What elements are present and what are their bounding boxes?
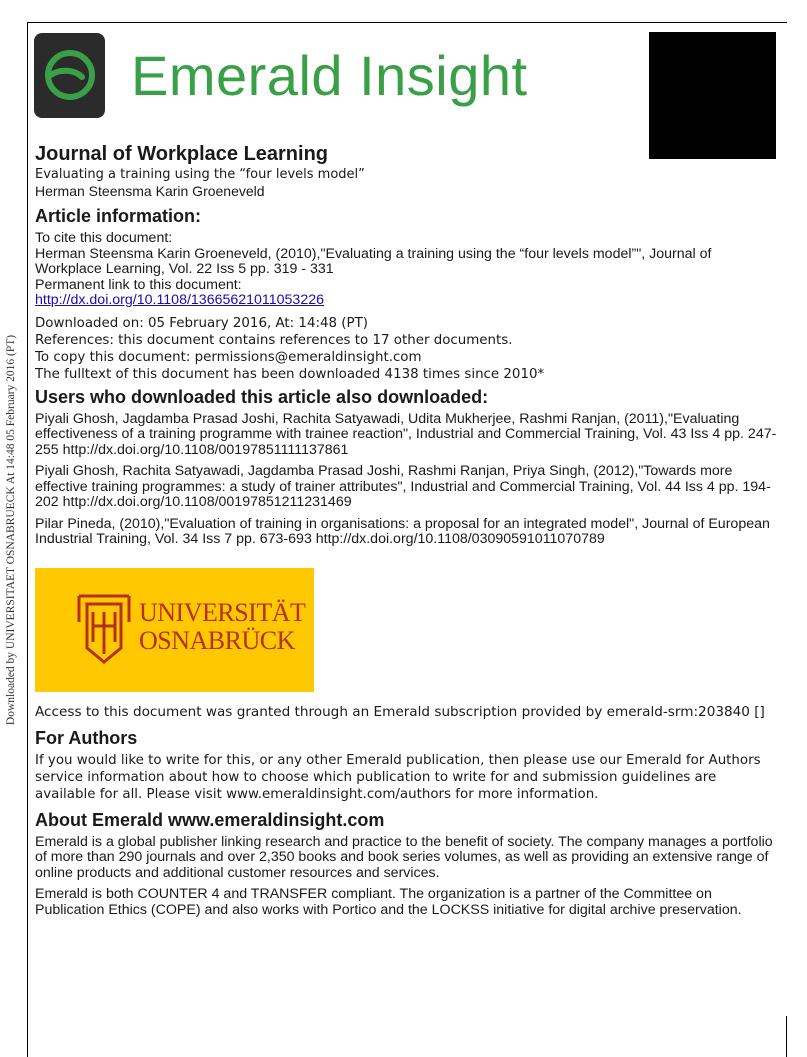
for-authors-heading: For Authors <box>35 727 138 748</box>
also-downloaded-heading: Users who downloaded this article also downloaded: <box>35 386 489 407</box>
frame-right-rule <box>786 1016 787 1057</box>
university-name-line1: UNIVERSITÄT <box>139 597 306 627</box>
journal-title: Journal of Workplace Learning <box>35 143 329 165</box>
cite-text: Herman Steensma Karin Groeneveld, (2010),"Evaluating a training using the “four levels model”", Journal of Workplace Learning, Vol. 22 Iss 5 pp. 319 - 331 <box>35 245 712 277</box>
also-downloaded-item: Piyali Ghosh, Jagdamba Prasad Joshi, Rachita Satyawadi, Udita Mukherjee, Rashmi Ranjan, (2011),"Evaluating effectiveness of a training programme with trainee reaction", Industrial and Commercial Training, Vol. 43 Iss 4 pp. 247-255 http://dx.doi.org/10.1108/00197851111137861 <box>35 410 777 458</box>
university-crest-icon <box>73 592 135 666</box>
also-downloaded-item: Pilar Pineda, (2010),"Evaluation of training in organisations: a proposal for an integrated model", Journal of European Industrial Training, Vol. 34 Iss 7 pp. 673-693 http://dx.doi.org/10.1108/03090591011070789 <box>35 515 770 547</box>
about-paragraph: Emerald is both COUNTER 4 and TRANSFER compliant. The organization is a partner of the Committee on Publication Ethics (COPE) and also works with Portico and the LOCKSS initiative for digital archive preservation. <box>35 886 742 918</box>
copy-note: To copy this document: permissions@emeraldinsight.com <box>35 349 422 365</box>
frame-top-rule <box>27 22 787 23</box>
also-downloaded-item: Piyali Ghosh, Rachita Satyawadi, Jagdamba Prasad Joshi, Rashmi Ranjan, Priya Singh, (2012),"Towards more effective training programmes: a study of trainer attributes", Industrial and Commercial Training, Vol. 44 Iss 4 pp. 194-202 http://dx.doi.org/10.1108/00197851211231469 <box>35 463 771 510</box>
downloaded-on: Downloaded on: 05 February 2016, At: 14:48 (PT) <box>35 315 368 331</box>
article-authors: Herman Steensma Karin Groeneveld <box>35 183 265 199</box>
permalink-link[interactable]: http://dx.doi.org/10.1108/13665621011053226 <box>35 292 324 308</box>
frame-left-rule <box>27 22 28 1057</box>
permalink-label: Permanent link to this document: <box>35 276 242 293</box>
about-heading: About Emerald www.emeraldinsight.com <box>35 809 385 830</box>
access-note: Access to this document was granted through an Emerald subscription provided by emerald-srm:203840 [] <box>35 703 765 720</box>
emerald-logo-wordmark: Emerald Insight <box>131 43 528 107</box>
fulltext-note: The fulltext of this document has been downloaded 4138 times since 2010* <box>35 366 545 382</box>
download-stamp: Downloaded by UNIVERSITAET OSNABRUECK At 14:48 05 February 2016 (PT) <box>5 334 17 726</box>
article-title: Evaluating a training using the “four levels model” <box>35 167 365 182</box>
cite-label: To cite this document: <box>35 230 173 246</box>
emerald-logo <box>34 33 528 118</box>
for-authors-text: If you would like to write for this, or any other Emerald publication, then please use our Emerald for Authors service information about how to choose which publication to write for and submission guidelines are available for all. Please visit www.emeraldinsight.com/authors for more information. <box>35 752 761 802</box>
cover-page-content <box>35 142 780 918</box>
article-info-heading: Article information: <box>35 206 202 226</box>
emerald-logo-icon <box>34 33 105 118</box>
references-note: References: this document contains references to 17 other documents. <box>35 332 513 348</box>
about-paragraph: Emerald is a global publisher linking research and practice to the benefit of society. The company manages a portfolio of more than 290 journals and over 2,350 books and book series volumes, as well as providing an extensive range of online products and additional customer resources and services. <box>35 833 773 881</box>
university-logo <box>35 568 314 692</box>
university-name-line2: OSNABRÜCK <box>139 625 295 655</box>
redacted-block <box>649 32 776 159</box>
